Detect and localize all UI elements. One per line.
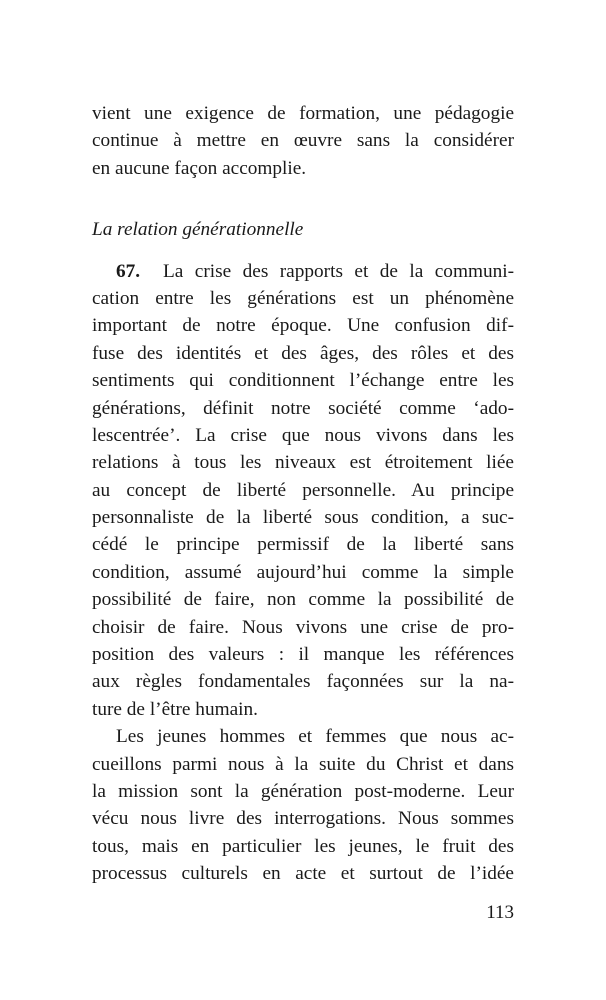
paragraph-1-line: lescentrée’. La crise que nous vivons dans les	[92, 424, 514, 446]
paragraph-2-line: tous, mais en particulier les jeunes, le fruit des	[92, 835, 514, 857]
intro-line-2: continue à mettre en œuvre sans la considérer	[92, 130, 514, 152]
paragraph-2-line: vécu nous livre des interrogations. Nous sommes	[92, 808, 514, 830]
page-number: 113	[486, 902, 514, 923]
paragraph-1-line: choisir de faire. Nous vivons une crise de pro-	[92, 616, 514, 638]
paragraph-1-line: sentiments qui conditionnent l’échange entre les	[92, 370, 514, 392]
paragraph-1-line: possibilité de faire, non comme la possibilité de	[92, 589, 514, 611]
paragraph-1-line: fuse des identités et des âges, des rôles et des	[92, 342, 514, 364]
paragraph-1-line: ture de l’être humain.	[92, 698, 258, 720]
paragraph-2-line: la mission sont la génération post-moderne. Leur	[92, 781, 514, 802]
paragraph-1-line: personnaliste de la liberté sous condition, a suc-	[92, 507, 514, 529]
paragraph-2-line: cueillons parmi nous à la suite du Christ et dans	[92, 753, 514, 775]
paragraph-1-line: aux règles fondamentales façonnées sur la na-	[92, 671, 514, 693]
paragraph-2-line: processus culturels en acte et surtout de l’idée	[92, 863, 514, 885]
page-body	[92, 100, 514, 888]
intro-line-3: en aucune façon accomplie.	[92, 157, 307, 179]
section-heading: La relation générationnelle	[92, 219, 304, 241]
paragraph-1-line: important de notre époque. Une confusion dif-	[92, 315, 514, 337]
paragraph-1-line: condition, assumé aujourd’hui comme la simple	[92, 561, 514, 583]
paragraph-2-first-line: Les jeunes hommes et femmes que nous ac-	[116, 726, 514, 748]
paragraph-1-line: position des valeurs : il manque les références	[92, 644, 514, 666]
intro-line-1: vient une exigence de formation, une pédagogie	[92, 103, 514, 124]
paragraph-1-line: générations, définit notre société comme ‘ado-	[92, 397, 514, 419]
paragraph-1-first-line-text: La crise des rapports et de la communi-	[163, 260, 515, 282]
paragraph-1-line: relations à tous les niveaux est étroitement liée	[92, 452, 514, 474]
paragraph-number: 67.	[116, 260, 141, 282]
paragraph-1-line: cation entre les générations est un phénomène	[92, 287, 514, 309]
paragraph-1-first-line	[92, 258, 514, 285]
paragraph-1-line: au concept de liberté personnelle. Au principe	[92, 479, 514, 501]
paragraph-1-line: cédé le principe permissif de la liberté sans	[92, 534, 514, 556]
